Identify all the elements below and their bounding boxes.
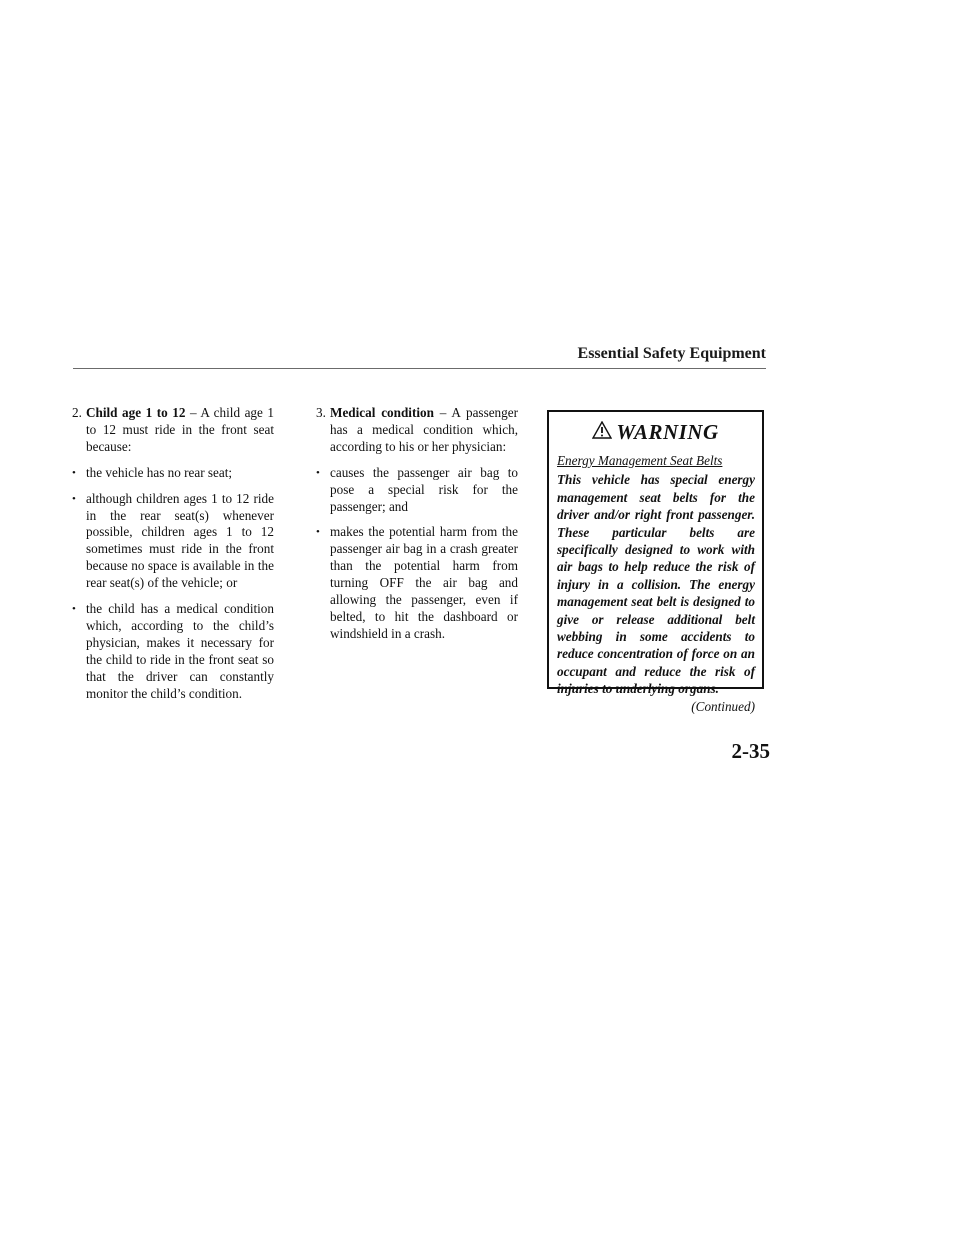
warning-triangle-icon xyxy=(592,421,612,444)
list-item xyxy=(72,465,274,482)
warning-text: This vehicle has special energy management seat belts for the driver and/or right front passenger. These particular belts are specifically designed to work with air bags to help reduce the risk of injury in a collision. The energy management seat belt is designed to give or release additional belt webbing in some accidents to reduce concentration of force on an occupant and reduce the risk of injuries to underlying organs. xyxy=(557,472,755,697)
numbered-item-3 xyxy=(316,405,518,456)
list-item xyxy=(316,524,518,642)
warning-header xyxy=(549,420,762,445)
bullet-icon: • xyxy=(316,466,320,479)
bullet-text: causes the passenger air bag to pose a special risk for the passenger; and xyxy=(330,464,518,514)
warning-subtitle: Energy Management Seat Belts xyxy=(557,453,723,468)
item-label: Medical condition xyxy=(330,405,434,420)
middle-column xyxy=(316,405,518,652)
bullet-icon: • xyxy=(72,492,76,505)
warning-title: WARNING xyxy=(616,420,719,444)
warning-box xyxy=(547,410,764,714)
item-text xyxy=(330,405,518,456)
warning-body xyxy=(557,452,755,715)
bullet-icon: • xyxy=(72,603,76,616)
item-body: – A child age 1 to 12 must ride in the front seat because: xyxy=(86,405,274,454)
item-body: – A passenger has a medical condition which, according to his or her physician: xyxy=(330,405,518,454)
list-item xyxy=(72,491,274,592)
section-title: Essential Safety Equipment xyxy=(577,345,766,362)
bullet-icon: • xyxy=(316,526,320,539)
list-item xyxy=(316,465,518,516)
item-text xyxy=(86,405,274,456)
item-label: Child age 1 to 12 xyxy=(86,405,186,420)
bullet-text: the child has a medical condition which, according to the child’s physician, makes it necessary for the child to ride in the front seat so that the driver can constantly monitor the child’s condition. xyxy=(86,601,274,701)
bullet-icon: • xyxy=(72,466,76,479)
header-divider xyxy=(73,368,766,369)
item-number: 3. xyxy=(316,405,326,420)
list-item xyxy=(72,601,274,702)
continued-label: (Continued) xyxy=(691,698,755,714)
left-column xyxy=(72,405,274,712)
numbered-item-2 xyxy=(72,405,274,456)
bullet-text: makes the potential harm from the passenger air bag in a crash greater than the potential harm from turning OFF the air bag and allowing the passenger, even if belted, to hit the dashboard or windshield in a crash. xyxy=(330,524,518,641)
bullet-text: the vehicle has no rear seat; xyxy=(86,464,233,480)
bullet-text: although children ages 1 to 12 ride in the rear seat(s) whenever possible, children ages 1 to 12 sometimes must ride in the front because no space is available in the rear seat(s) of the vehicle; or xyxy=(86,490,274,591)
page-number: 2-35 xyxy=(731,739,770,763)
item-number: 2. xyxy=(72,405,82,420)
